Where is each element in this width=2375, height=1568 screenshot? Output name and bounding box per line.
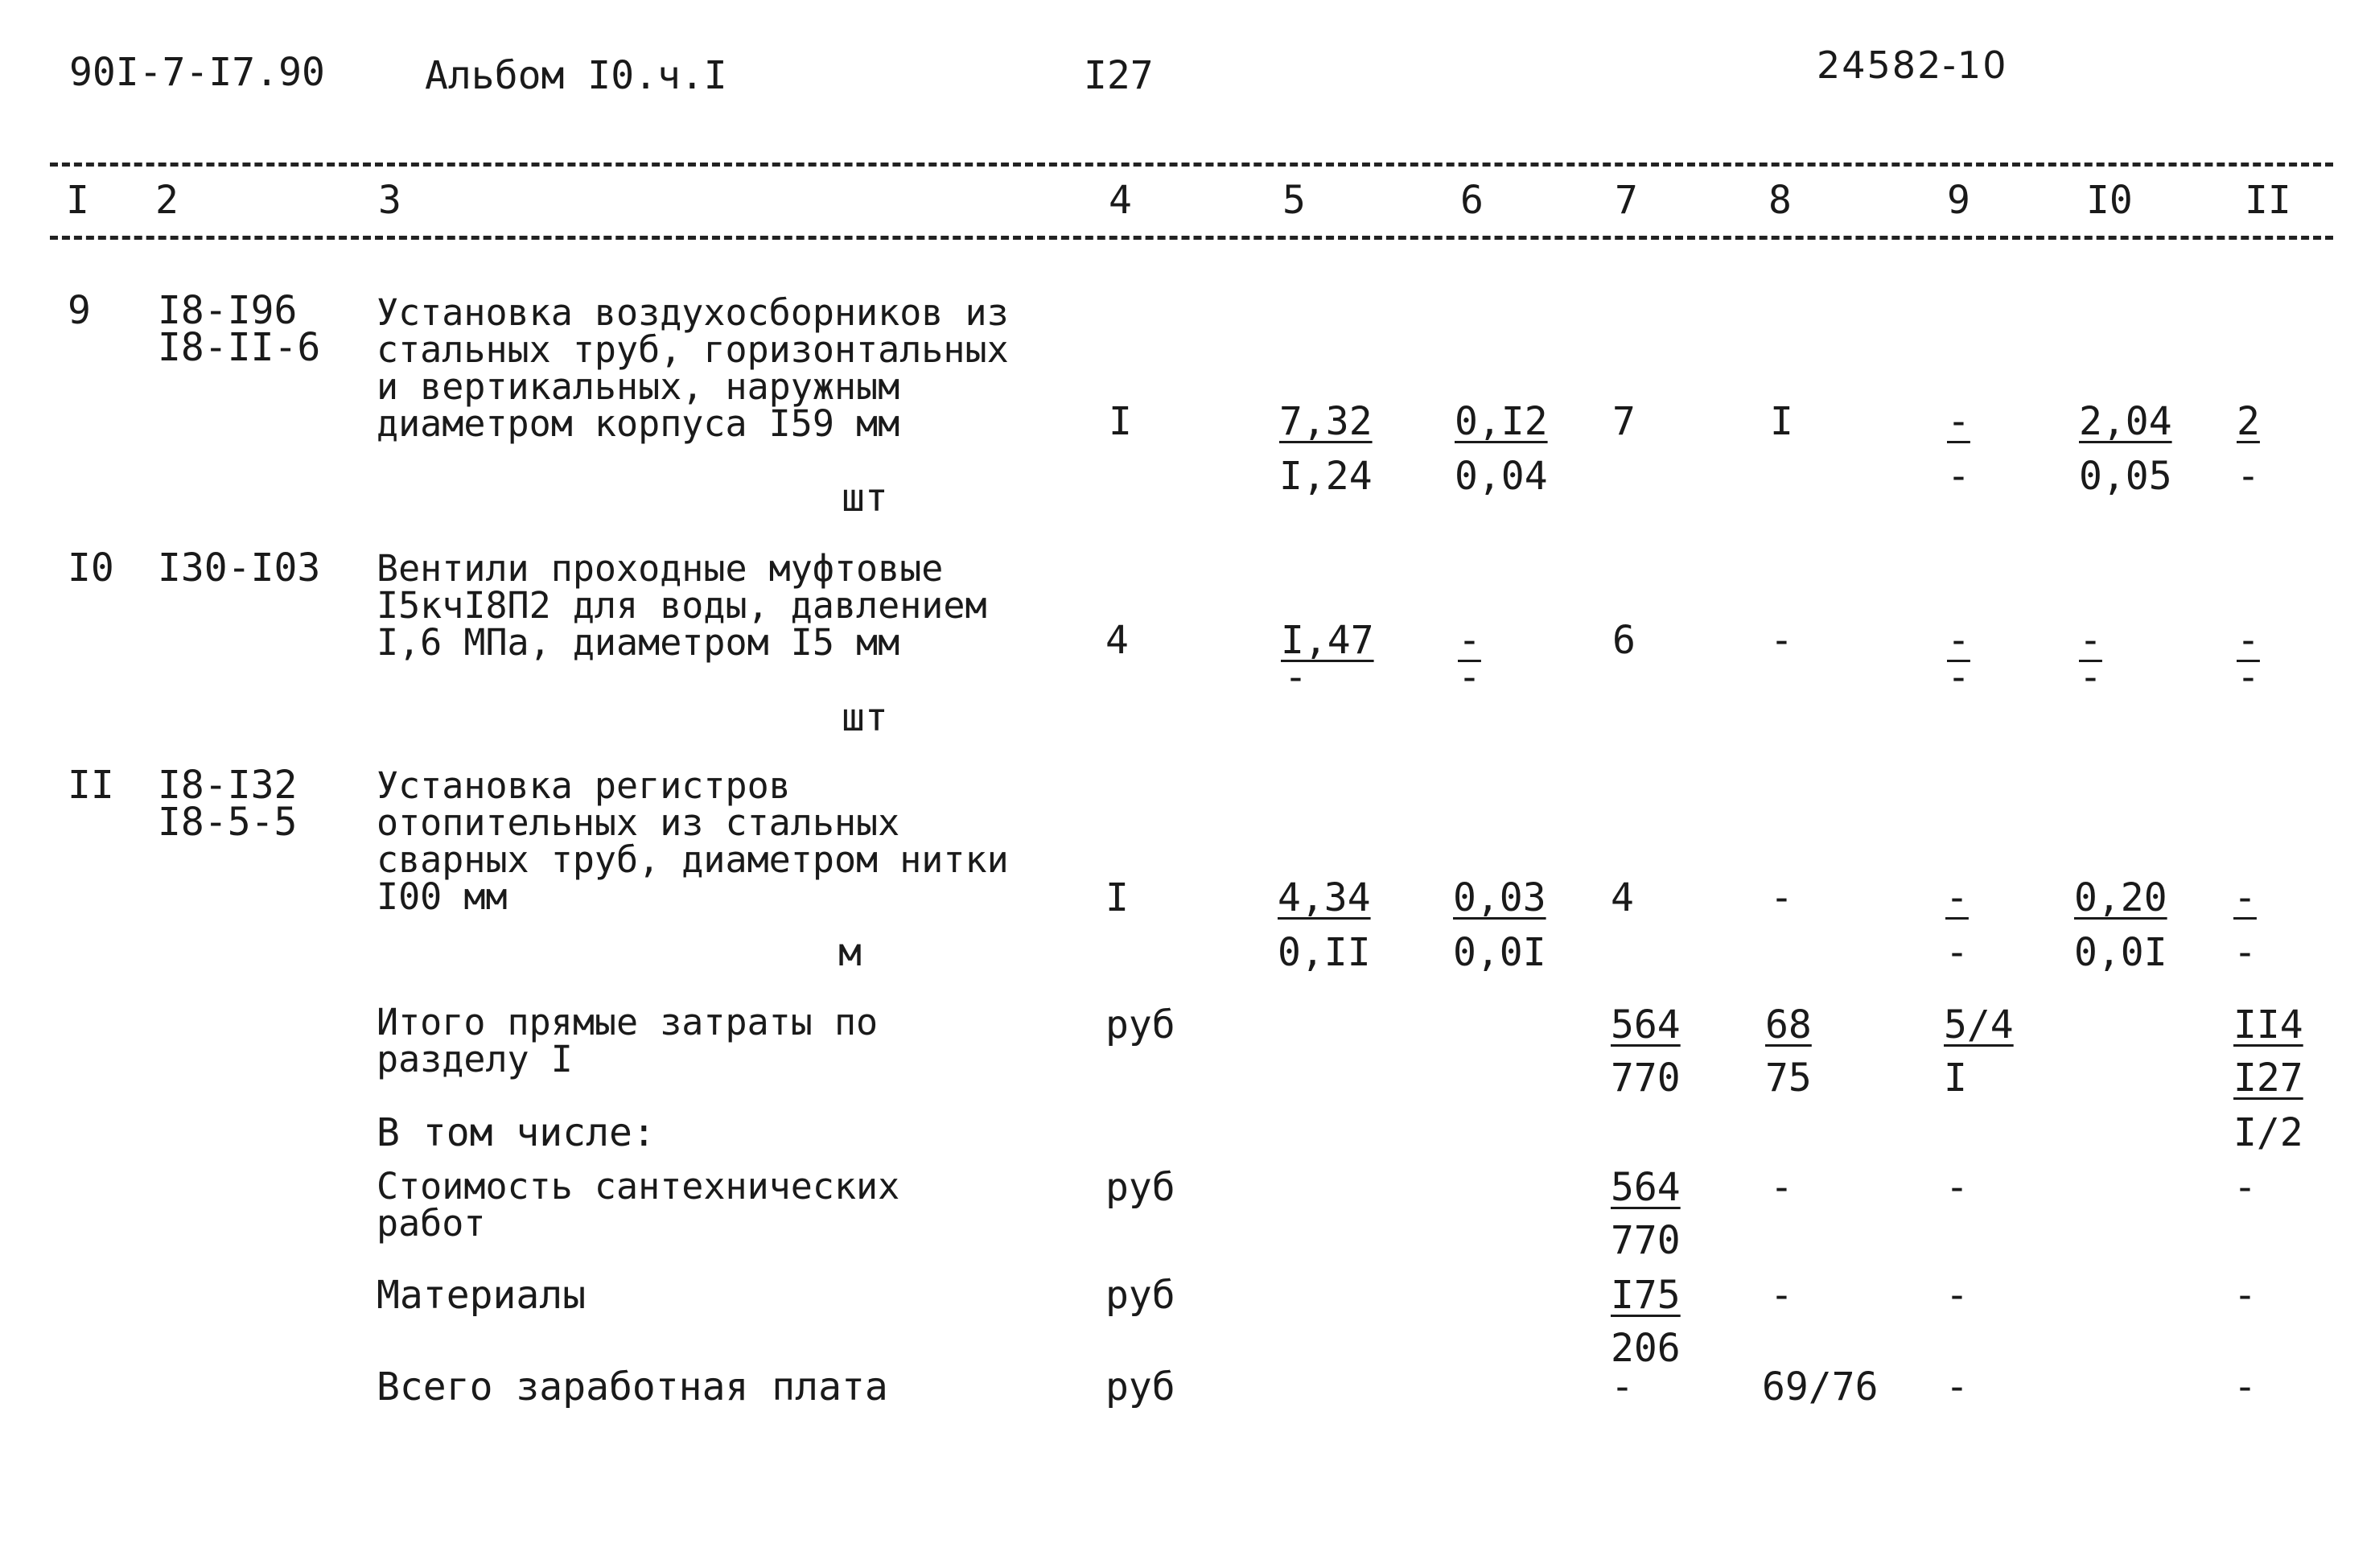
row-col10-bottom: - — [2079, 655, 2102, 700]
totals-unit: руб — [1105, 1002, 1175, 1047]
row-code-secondary: I8-5-5 — [158, 800, 298, 845]
totals-unit: руб — [1105, 1165, 1175, 1210]
row-unit: шт — [842, 695, 888, 740]
row-col10-top: - — [2079, 618, 2102, 663]
row-col11-top: 2 — [2237, 399, 2260, 444]
row-col10-top: 2,04 — [2079, 399, 2172, 444]
row-quantity: 4 — [1105, 618, 1129, 663]
row-col7: 7 — [1612, 399, 1636, 444]
inventory-number: 24582-10 — [1817, 43, 2008, 87]
row-col6-bottom: 0,0I — [1453, 930, 1546, 975]
row-col10-bottom: 0,05 — [2079, 454, 2172, 499]
row-code-primary: I8-I32 — [158, 763, 298, 808]
row-col9-bottom: - — [1947, 454, 1970, 499]
totals-unit: руб — [1105, 1273, 1175, 1318]
row-col7: 4 — [1611, 875, 1634, 920]
totals-col11-top: II4 — [2233, 1002, 2303, 1047]
row-unit: шт — [842, 475, 888, 521]
row-col9-top: - — [1947, 399, 1970, 444]
album-label: Альбом I0.ч.I — [425, 53, 727, 98]
row-col6-top: 0,03 — [1453, 875, 1546, 920]
row-col9-top: - — [1945, 875, 1969, 920]
row-col11-bottom: - — [2237, 454, 2260, 499]
row-quantity: I — [1109, 399, 1132, 444]
including-label: В том числе: — [377, 1110, 656, 1155]
row-col5-top: 4,34 — [1278, 875, 1371, 920]
row-col6-top: - — [1458, 618, 1481, 663]
row-description: Установка воздухосборников из стальных труб, горизонтальных и вертикальных, наружным диаметром корпуса I59 мм — [377, 291, 1009, 445]
totals-col8: - — [1770, 1165, 1793, 1210]
row-col5-top: 7,32 — [1279, 399, 1373, 444]
totals-col7-bottom: 206 — [1611, 1326, 1681, 1371]
totals-col9: - — [1945, 1273, 1969, 1318]
col-header-4: 4 — [1109, 178, 1132, 223]
col-header-2: 2 — [155, 178, 179, 223]
row-col9-bottom: - — [1945, 930, 1969, 975]
totals-col11: - — [2233, 1165, 2257, 1210]
totals-label: Стоимость сантехнических работ — [377, 1165, 900, 1245]
totals-col9-bottom: I — [1944, 1056, 1967, 1101]
totals-col11: - — [2233, 1364, 2257, 1410]
header-top-rule — [50, 163, 2333, 167]
row-col10-bottom: 0,0I — [2074, 930, 2167, 975]
totals-col7-top: 564 — [1611, 1002, 1681, 1047]
totals-col8-bottom: 75 — [1765, 1056, 1812, 1101]
totals-col7-bottom: 770 — [1611, 1056, 1681, 1101]
row-col8: - — [1770, 618, 1793, 663]
header-bottom-rule — [50, 236, 2333, 240]
row-col5-bottom: - — [1284, 655, 1307, 700]
totals-col11-bottom: I/2 — [2233, 1110, 2303, 1155]
col-header-10: I0 — [2086, 178, 2133, 223]
row-col11-top: - — [2237, 618, 2260, 663]
row-col11-top: - — [2233, 875, 2257, 920]
row-col8: I — [1770, 399, 1793, 444]
totals-label: Итого прямые затраты по разделу I — [377, 1001, 879, 1080]
page-number: I27 — [1084, 53, 1154, 98]
totals-col8: - — [1770, 1273, 1793, 1318]
row-col11-bottom: - — [2237, 655, 2260, 700]
row-col8: - — [1770, 875, 1793, 920]
row-quantity: I — [1105, 875, 1129, 920]
totals-col8-top: 68 — [1765, 1002, 1812, 1047]
row-col5-top: I,47 — [1281, 618, 1374, 663]
row-col6-bottom: 0,04 — [1455, 454, 1548, 499]
totals-label: Всего заработная плата — [377, 1364, 888, 1410]
totals-col9: - — [1945, 1165, 1969, 1210]
row-col5-bottom: I,24 — [1279, 454, 1373, 499]
row-description: Вентили проходные муфтовые I5кчI8П2 для воды, давлением I,6 МПа, диаметром I5 мм — [377, 547, 987, 664]
row-col6-bottom: - — [1458, 655, 1481, 700]
row-code-primary: I8-I96 — [158, 288, 298, 333]
totals-col8: 69/76 — [1762, 1364, 1879, 1410]
row-col9-bottom: - — [1947, 655, 1970, 700]
document-code: 90I-7-I7.90 — [69, 50, 325, 95]
col-header-11: II — [2245, 178, 2291, 223]
row-col6-top: 0,I2 — [1455, 399, 1548, 444]
row-description: Установка регистров отопительных из стальных сварных труб, диаметром нитки I00 мм — [377, 764, 1009, 918]
col-header-1: I — [66, 178, 89, 223]
totals-unit: руб — [1105, 1364, 1175, 1410]
totals-col9-top: 5/4 — [1944, 1002, 2014, 1047]
totals-col9: - — [1945, 1364, 1969, 1410]
col-header-3: 3 — [378, 178, 401, 223]
totals-col7-bottom: 770 — [1611, 1218, 1681, 1263]
col-header-6: 6 — [1460, 178, 1484, 223]
row-code-primary: I30-I03 — [158, 545, 321, 591]
row-col11-bottom: - — [2233, 930, 2257, 975]
row-unit: м — [838, 930, 862, 975]
col-header-9: 9 — [1947, 178, 1970, 223]
totals-col7-top: I75 — [1611, 1273, 1681, 1318]
totals-col7-top: 564 — [1611, 1165, 1681, 1210]
row-col7: 6 — [1612, 618, 1636, 663]
row-number: II — [68, 763, 114, 808]
col-header-7: 7 — [1615, 178, 1638, 223]
row-col5-bottom: 0,II — [1278, 930, 1371, 975]
row-col10-top: 0,20 — [2074, 875, 2167, 920]
col-header-5: 5 — [1282, 178, 1306, 223]
totals-col7: - — [1611, 1364, 1634, 1410]
totals-label: Материалы — [377, 1273, 587, 1318]
totals-col11-middle: I27 — [2233, 1056, 2303, 1101]
row-col9-top: - — [1947, 618, 1970, 663]
row-number: I0 — [68, 545, 114, 591]
row-number: 9 — [68, 288, 91, 333]
col-header-8: 8 — [1768, 178, 1792, 223]
totals-col11: - — [2233, 1273, 2257, 1318]
row-code-secondary: I8-II-6 — [158, 325, 321, 370]
